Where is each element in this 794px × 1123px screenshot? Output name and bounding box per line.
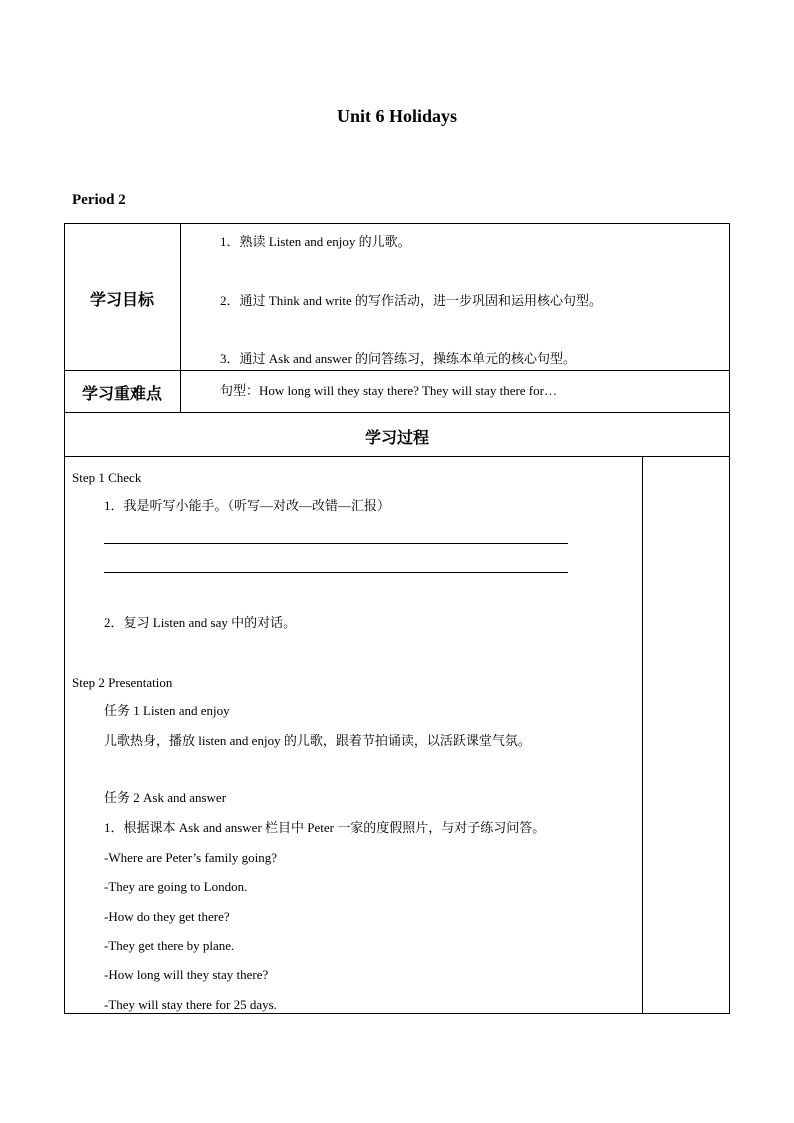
dialogue-line: -They are going to London.	[104, 879, 248, 894]
step1-item-review: 2．复习 Listen and say 中的对话。	[104, 615, 297, 630]
answer-line	[104, 572, 568, 573]
step2-title: Step 2 Presentation	[72, 675, 173, 690]
key-points-text: 句型：How long will they stay there? They will stay there for…	[220, 383, 557, 398]
objective-item: 1．熟读 Listen and enjoy 的儿歌。	[220, 234, 411, 249]
step1-title: Step 1 Check	[72, 470, 142, 485]
row-divider	[64, 412, 730, 413]
table-border-bottom	[64, 1013, 730, 1014]
column-divider	[642, 456, 643, 1013]
dialogue-line: -How long will they stay there?	[104, 967, 269, 982]
row-divider	[64, 370, 730, 371]
dialogue-line: -How do they get there?	[104, 909, 230, 924]
lesson-table	[64, 223, 730, 1014]
key-points-label: 学习重难点	[81, 384, 162, 403]
page-title: Unit 6 Holidays	[336, 106, 458, 126]
objectives-label: 学习目标	[89, 290, 154, 309]
process-header: 学习过程	[364, 428, 429, 447]
task1-title: 任务 1 Listen and enjoy	[104, 703, 230, 718]
answer-line	[104, 543, 568, 544]
task1-description: 儿歌热身，播放 listen and enjoy 的儿歌，跟着节拍诵读，以活跃课堂气氛。	[104, 733, 531, 748]
table-border-top	[64, 223, 730, 224]
row-divider	[64, 456, 730, 457]
table-border-left	[64, 223, 65, 1014]
dialogue-line: -Where are Peter’s family going?	[104, 850, 278, 865]
dialogue-line: -They get there by plane.	[104, 938, 235, 953]
period-label: Period 2	[72, 192, 126, 208]
objective-item: 3．通过 Ask and answer 的问答练习，操练本单元的核心句型。	[220, 351, 577, 366]
column-divider	[180, 223, 181, 412]
table-border-right	[729, 223, 730, 1014]
task2-title: 任务 2 Ask and answer	[104, 790, 227, 805]
dialogue-line: -They will stay there for 25 days.	[104, 997, 277, 1012]
objective-item: 2．通过 Think and write 的写作活动，进一步巩固和运用核心句型。	[220, 293, 603, 308]
step1-item-dictation: 1．我是听写小能手。（听写—对改—改错—汇报）	[104, 498, 391, 513]
task2-item: 1．根据课本 Ask and answer 栏目中 Peter 一家的度假照片，与对子练习问答。	[104, 820, 546, 835]
